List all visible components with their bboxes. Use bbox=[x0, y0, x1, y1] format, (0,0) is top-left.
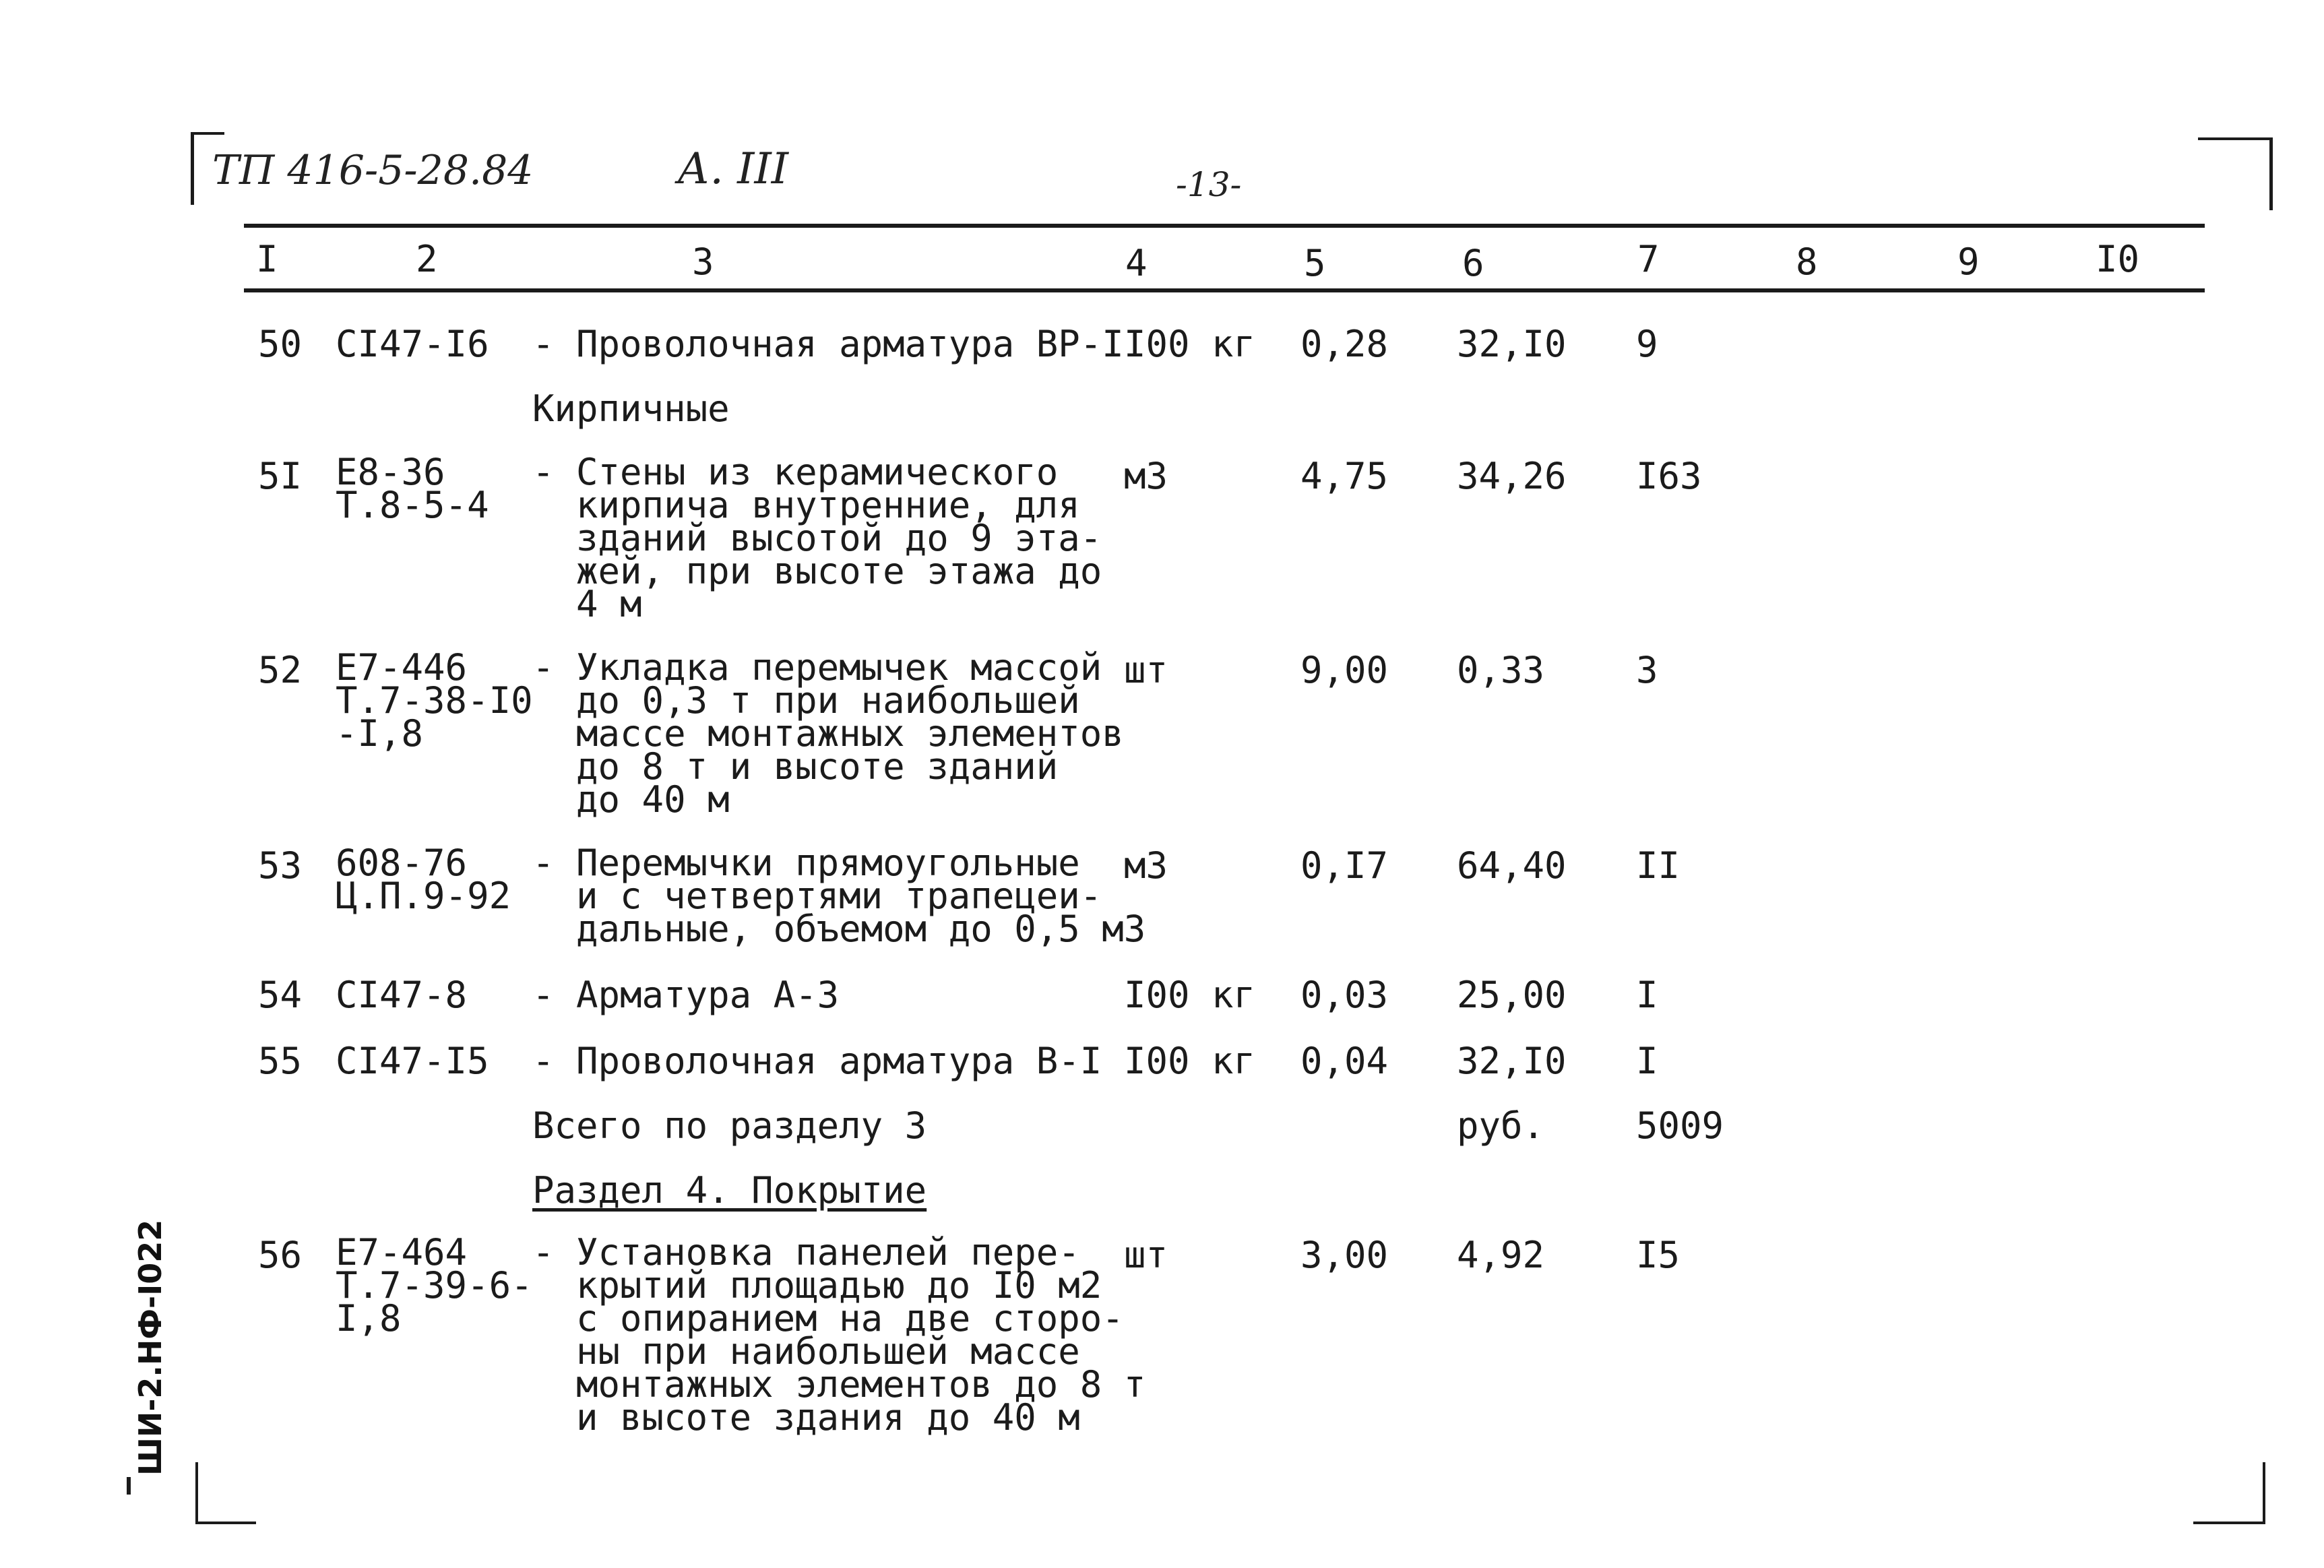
unit: I00 кг bbox=[1124, 1040, 1256, 1082]
row-number: 52 bbox=[258, 649, 303, 691]
unit: м3 bbox=[1124, 455, 1168, 497]
document-code: ТП 416-5-28.84 bbox=[212, 147, 534, 194]
column-number-9: 9 bbox=[1957, 241, 1980, 283]
row-number: 5I bbox=[258, 455, 303, 497]
unit-price: 25,00 bbox=[1457, 974, 1567, 1016]
row-number: 54 bbox=[258, 974, 303, 1016]
total-cost: 3 bbox=[1636, 649, 1658, 691]
column-number-3: 3 bbox=[692, 241, 714, 283]
unit: шт bbox=[1124, 649, 1168, 691]
column-number-7: 7 bbox=[1637, 238, 1660, 280]
rate-code: CI47-8 bbox=[336, 974, 468, 1016]
page-number: -13- bbox=[1176, 165, 1242, 204]
column-number-1: I bbox=[256, 238, 278, 280]
unit: м3 bbox=[1124, 844, 1168, 887]
column-number-2: 2 bbox=[416, 238, 438, 280]
unit: I00 кг bbox=[1124, 974, 1256, 1016]
rate-code: CI47-I5 bbox=[336, 1040, 489, 1082]
work-description: - Стены из керамического кирпича внутренние, для зданий высотой до 9 эта- жей, при высоте этажа до 4 м bbox=[532, 451, 1102, 625]
header-rule-top bbox=[244, 224, 2205, 228]
corner-mark-bottom-right-horizontal bbox=[2193, 1522, 2265, 1524]
column-number-8: 8 bbox=[1796, 241, 1818, 283]
header-rule-bottom bbox=[244, 288, 2205, 292]
quantity: 4,75 bbox=[1300, 455, 1389, 497]
corner-mark-top-left-horizontal bbox=[191, 132, 224, 135]
total-cost: II bbox=[1636, 844, 1681, 887]
row-number: 50 bbox=[258, 323, 303, 365]
unit-price: 32,I0 bbox=[1457, 323, 1567, 365]
album-number: А. III bbox=[677, 144, 788, 194]
unit: I00 кг bbox=[1124, 323, 1256, 365]
subheading: Кирпичные bbox=[532, 387, 730, 430]
rate-code: Е8-36 Т.8-5-4 bbox=[336, 451, 489, 526]
quantity: 0,I7 bbox=[1300, 844, 1389, 887]
work-description: - Проволочная арматура ВР-I bbox=[532, 323, 1124, 365]
row-number: 55 bbox=[258, 1040, 303, 1082]
column-number-10: I0 bbox=[2096, 238, 2140, 280]
total-cost: I63 bbox=[1636, 455, 1702, 497]
unit-price: 4,92 bbox=[1457, 1234, 1545, 1276]
unit-price: 32,I0 bbox=[1457, 1040, 1567, 1082]
corner-mark-bottom-left-horizontal bbox=[195, 1522, 256, 1524]
quantity: 0,04 bbox=[1300, 1040, 1389, 1082]
total-cost: 9 bbox=[1636, 323, 1658, 365]
section-total-label: Всего по разделу 3 bbox=[532, 1104, 927, 1147]
work-description: - Проволочная арматура В-I bbox=[532, 1040, 1102, 1082]
work-description: - Перемычки прямоугольные и с четвертями трапецеи- дальные, объемом до 0,5 м3 bbox=[532, 842, 1146, 950]
work-description: - Укладка перемычек массой до 0,3 т при наибольшей массе монтажных элементов до 8 т и высоте зданий до 40 м bbox=[532, 646, 1124, 821]
section-total-unit: руб. bbox=[1457, 1104, 1545, 1147]
total-cost: I5 bbox=[1636, 1234, 1681, 1276]
corner-mark-top-right-horizontal bbox=[2198, 137, 2272, 140]
rate-code: Е7-446 Т.7-38-I0 -I,8 bbox=[336, 646, 533, 755]
side-stamp-tick bbox=[127, 1477, 131, 1495]
quantity: 3,00 bbox=[1300, 1234, 1389, 1276]
row-number: 53 bbox=[258, 844, 303, 887]
section-total-value: 5009 bbox=[1636, 1104, 1724, 1147]
rate-code: CI47-I6 bbox=[336, 323, 489, 365]
work-description: - Установка панелей пере- крытий площадью до I0 м2 с опиранием на две сторо- ны при наибольшей массе монтажных элементов до 8 т и высоте здания до 40 м bbox=[532, 1231, 1146, 1439]
total-cost: I bbox=[1636, 974, 1658, 1016]
quantity: 9,00 bbox=[1300, 649, 1389, 691]
section-heading: Раздел 4. Покрытие bbox=[532, 1169, 927, 1212]
column-number-4: 4 bbox=[1125, 242, 1148, 284]
unit-price: 0,33 bbox=[1457, 649, 1545, 691]
rate-code: 608-76 Ц.П.9-92 bbox=[336, 842, 511, 917]
row-number: 56 bbox=[258, 1234, 303, 1276]
total-cost: I bbox=[1636, 1040, 1658, 1082]
corner-mark-bottom-left-vertical bbox=[195, 1462, 198, 1523]
column-number-6: 6 bbox=[1462, 242, 1484, 284]
corner-mark-top-right-vertical bbox=[2269, 137, 2273, 210]
unit-price: 64,40 bbox=[1457, 844, 1567, 887]
unit: шт bbox=[1124, 1234, 1168, 1276]
side-stamp: ШИ-2.НФ-I022 bbox=[132, 1219, 168, 1476]
rate-code: Е7-464 Т.7-39-6- I,8 bbox=[336, 1231, 533, 1340]
quantity: 0,28 bbox=[1300, 323, 1389, 365]
corner-mark-bottom-right-vertical bbox=[2263, 1462, 2265, 1524]
work-description: - Арматура А-3 bbox=[532, 974, 840, 1016]
column-number-5: 5 bbox=[1304, 242, 1326, 284]
unit-price: 34,26 bbox=[1457, 455, 1567, 497]
corner-mark-top-left-vertical bbox=[191, 132, 194, 205]
quantity: 0,03 bbox=[1300, 974, 1389, 1016]
